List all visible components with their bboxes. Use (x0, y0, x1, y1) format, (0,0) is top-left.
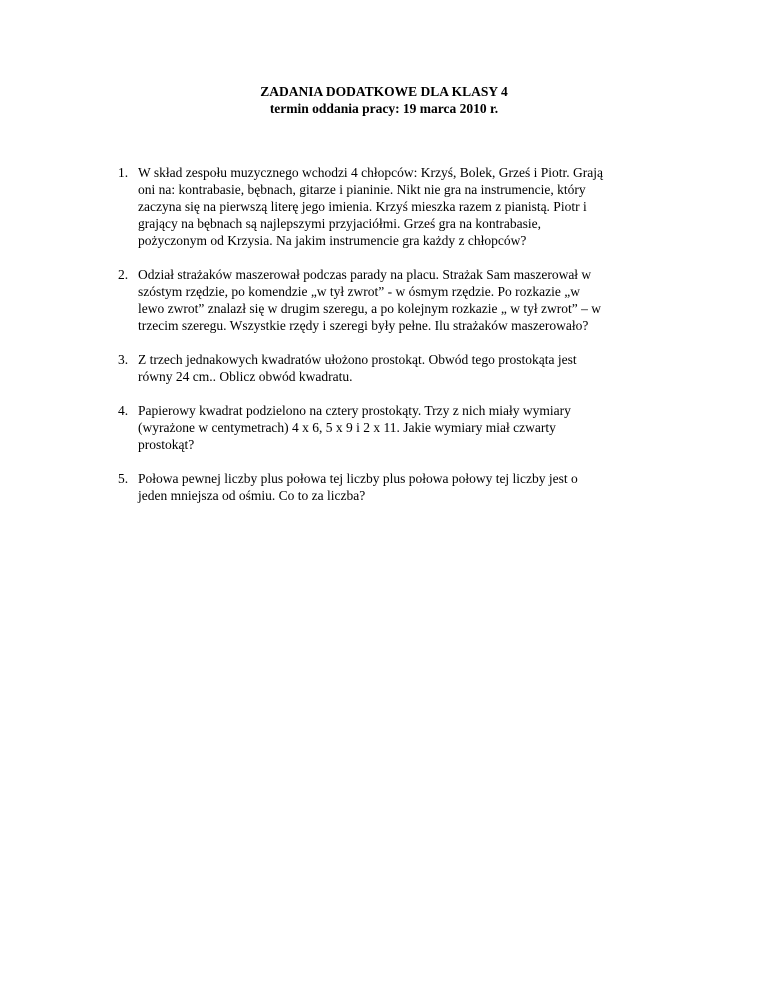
task-item-4 (118, 402, 678, 453)
task-text-line: lewo zwrot” znalazł się w drugim szeregu, a po kolejnym rozkazie „ w tył zwrot” – w (138, 301, 601, 316)
task-text-line: szóstym rzędzie, po komendzie „w tył zwrot” - w ósmym rzędzie. Po rozkazie „w (138, 284, 580, 299)
task-text-line: równy 24 cm.. Oblicz obwód kwadratu. (138, 369, 353, 384)
task-text-line: (wyrażone w centymetrach) 4 x 6, 5 x 9 i 2 x 11. Jakie wymiary miał czwarty (138, 420, 556, 435)
task-text-line: Połowa pewnej liczby plus połowa tej liczby plus połowa połowy tej liczby jest o (138, 471, 578, 486)
document-subtitle: termin oddania pracy: 19 marca 2010 r. (269, 101, 499, 116)
task-text-line: prostokąt? (138, 437, 195, 452)
task-text-line: jeden mniejsza od ośmiu. Co to za liczba? (138, 488, 366, 503)
task-item-2 (118, 266, 678, 334)
document-header (0, 83, 768, 117)
task-number: 2. (118, 267, 129, 282)
task-number: 4. (118, 403, 129, 418)
task-list (118, 164, 678, 521)
task-text-line: oni na: kontrabasie, bębnach, gitarze i pianinie. Nikt nie gra na instrumencie, który (138, 182, 586, 197)
task-number: 3. (118, 352, 129, 367)
task-text-line: pożyczonym od Krzysia. Na jakim instrumencie gra każdy z chłopców? (138, 233, 527, 248)
task-text-line: zaczyna się na pierwszą literę jego imienia. Krzyś mieszka razem z pianistą. Piotr i (138, 199, 587, 214)
task-number: 5. (118, 471, 129, 486)
task-number: 1. (118, 165, 129, 180)
document-title: ZADANIA DODATKOWE DLA KLASY 4 (260, 84, 508, 99)
task-text-line: W skład zespołu muzycznego wchodzi 4 chłopców: Krzyś, Bolek, Grześ i Piotr. Grają (138, 165, 604, 180)
task-text-line: grający na bębnach są najlepszymi przyjaciółmi. Grześ gra na kontrabasie, (138, 216, 541, 231)
task-text-line: trzecim szeregu. Wszystkie rzędy i szeregi były pełne. Ilu strażaków maszerowało? (138, 318, 589, 333)
task-item-3 (118, 351, 678, 385)
task-item-1 (118, 164, 678, 249)
task-text-line: Odział strażaków maszerował podczas parady na placu. Strażak Sam maszerował w (138, 267, 592, 282)
task-text-line: Papierowy kwadrat podzielono na cztery prostokąty. Trzy z nich miały wymiary (138, 403, 571, 418)
task-text-line: Z trzech jednakowych kwadratów ułożono prostokąt. Obwód tego prostokąta jest (138, 352, 577, 367)
task-item-5 (118, 470, 678, 504)
